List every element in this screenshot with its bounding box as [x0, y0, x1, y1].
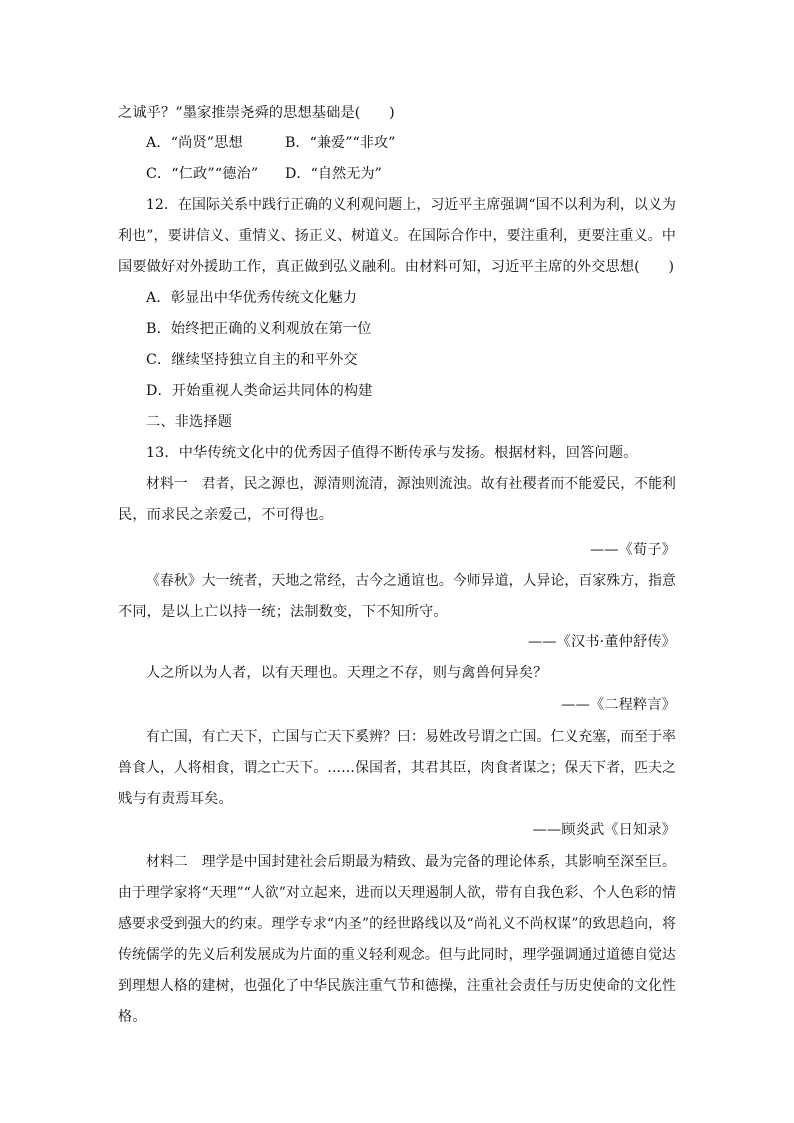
- q13-intro: 13．中华传统文化中的优秀因子值得不断传承与发扬。根据材料，回答问题。: [146, 445, 638, 461]
- material2-line2: 由于理学家将“天理”“人欲”对立起来，进而以天理遏制人欲，带有自我色彩、个人色彩的情: [118, 885, 677, 901]
- material1-quote4-line3: 贱与有责焉耳矣。: [118, 791, 233, 807]
- q11-option-a: A．“尚贤”思想: [146, 135, 243, 151]
- material1-quote3-source: ——《二程粹言》: [561, 697, 676, 713]
- material1-quote4-line1: 有亡国，有亡天下，亡国与亡天下奚辨？曰：易姓改号谓之亡国。仁义充塞，而至于率: [146, 729, 677, 745]
- material2-line6: 格。: [118, 1009, 147, 1025]
- q11-option-c: C．“仁政”“德治”: [146, 166, 259, 182]
- q11-option-b: B．“兼爱”“非攻”: [285, 135, 396, 151]
- q12-option-a: A．彰显出中华优秀传统文化魅力: [146, 290, 358, 306]
- q12-option-d: D．开始重视人类命运共同体的构建: [146, 383, 373, 399]
- material1-quote2-source: ——《汉书·董仲舒传》: [527, 634, 676, 650]
- q12-stem-line3: 国要做好对外援助工作，真正做到弘义融利。由材料可知，习近平主席的外交思想( ): [118, 259, 675, 275]
- material2-line1: 材料二 理学是中国封建社会后期最为精致、最为完备的理论体系，其影响至深至巨。: [146, 854, 677, 870]
- q11-stem-tail: 之诚乎？”墨家推崇尧舜的思想基础是( ): [118, 105, 395, 121]
- material1-line2: 民，而求民之亲爱己，不可得也。: [118, 507, 334, 523]
- q11-option-d: D．“自然无为”: [285, 166, 382, 182]
- material2-line5: 到理想人格的建树，也强化了中华民族注重气节和德操，注重社会责任与历史使命的文化性: [118, 978, 676, 994]
- material2-line3: 感要求受到强大的约束。理学专求“内圣”的经世路线以及“尚礼义不尚权谋”的致思趋向，将: [118, 916, 677, 932]
- material1-quote4-source: ——顾炎武《日知录》: [532, 822, 676, 838]
- material1-source: ——《荀子》: [589, 542, 676, 558]
- material1-quote2-line1: 《春秋》大一统者，天地之常经，古今之通谊也。今师异道，人异论，百家殊方，指意: [146, 573, 677, 589]
- q12-option-b: B．始终把正确的义利观放在第一位: [146, 321, 372, 337]
- q12-stem-line2: 利也”，要讲信义、重情义、扬正义、树道义。在国际合作中，要注重利，更要注重义。中: [118, 228, 677, 244]
- material2-line4: 传统儒学的先义后利发展成为片面的重义轻利观念。但与此同时，理学强调通过道德自觉达: [118, 947, 676, 963]
- q12-stem-line1: 12．在国际关系中践行正确的义利观问题上，习近平主席强调“国不以利为利，以义为: [146, 197, 676, 213]
- material1-quote3-line1: 人之所以为人者，以有天理也。天理之不存，则与禽兽何异矣？: [146, 665, 548, 681]
- q12-option-c: C．继续坚持独立自主的和平外交: [146, 352, 358, 368]
- material1-line1: 材料一 君者，民之源也，源清则流清，源浊则流浊。故有社稷者而不能爱民，不能利: [146, 476, 677, 492]
- material1-quote4-line2: 兽食人，人将相食，谓之亡天下。……保国者，其君其臣，肉食者谋之；保天下者，匹夫之: [118, 760, 676, 776]
- material1-quote2-line2: 不同，是以上亡以持一统；法制数变，下不知所守。: [118, 604, 448, 620]
- section-heading: 二、非选择题: [146, 414, 233, 430]
